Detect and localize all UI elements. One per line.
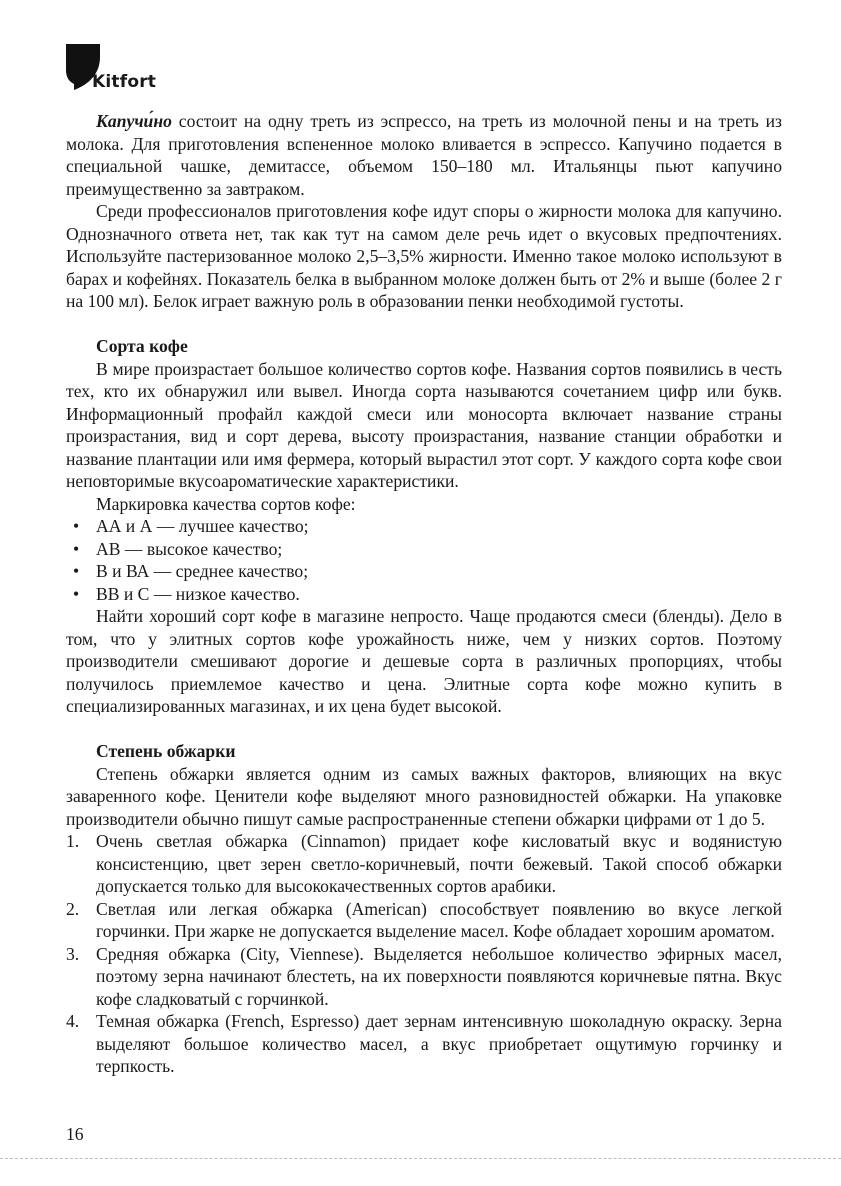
marking-label: Маркировка качества сортов кофе: <box>96 493 356 514</box>
cappuccino-term: Капучи́но <box>96 111 172 131</box>
grade-item: • АА и А — лучшее качество; <box>66 515 782 538</box>
roast-level-text: Средняя обжарка (City, Viennese). Выделяется небольшое количество эфирных масел, поэтому зерна начинают блестеть, на их поверхности появляются коричневые пятна. Вкус кофе сладковатый с горчинкой. <box>96 943 782 1009</box>
brand-name: Kitfort <box>92 72 157 92</box>
grade-item: • В и ВА — среднее качество; <box>66 560 782 583</box>
roast-level-list <box>66 830 782 1078</box>
cappuccino-paragraph-text: состоит на одну треть из эспрессо, на треть из молочной пены и на треть из молока. Для приготовления вспененное молоко вливается в эспрессо. Капучино подается в специальной чашке, демитассе, объемом 150–180 мл. Итальянцы пьют капучино преимущественно за завтраком. <box>66 111 782 199</box>
spacer <box>66 313 782 336</box>
roast-level-number: 2. <box>66 898 80 919</box>
roast-level-item <box>66 943 782 1011</box>
page-bottom-edge <box>0 1158 841 1159</box>
roast-level-text: Светлая или легкая обжарка (American) способствует появлению во вкусе легкой горчинки. При жарке не допускается выделение масел. Кофе обладает хорошим ароматом. <box>96 898 782 941</box>
grade-item: • АВ — высокое качество; <box>66 538 782 561</box>
blends-paragraph: Найти хороший сорт кофе в магазине непросто. Чаще продаются смеси (бленды). Дело в том, что у элитных сортов кофе урожайность ниже, чем у низких сортов. Поэтому производители смешивают дорогие и дешевые сорта в различных пропорциях, чтобы получилось приемлемое качество и цена. Элитные сорта кофе можно купить в специализированных магазинах, и их цена будет высокой. <box>66 606 782 716</box>
roast-paragraph: Степень обжарки является одним из самых важных факторов, влияющих на вкус заваренного кофе. Ценители кофе выделяют много разновидностей обжарки. На упаковке производители обычно пишут самые распространенные степени обжарки цифрами от 1 до 5. <box>66 763 782 829</box>
roast-level-number: 3. <box>66 943 80 964</box>
grade-item: • ВВ и С — низкое качество. <box>66 583 782 606</box>
page-number: 16 <box>66 1124 84 1144</box>
roast-level-item <box>66 830 782 898</box>
roast-level-item <box>66 898 782 943</box>
varieties-paragraph: В мире произрастает большое количество сортов кофе. Названия сортов появились в честь тех, кто их обнаружил или вывел. Иногда сорта называются сочетанием цифр или букв. Информационный профайл каждой смеси или моносорта включает название страны произрастания, вид и сорт дерева, высоту произрастания, название станции обработки и название плантации или имя фермера, который вырастил этот сорт. У каждого сорта кофе свои неповторимые вкусоароматические характеристики. <box>66 358 782 491</box>
varieties-heading: Сорта кофе <box>96 336 188 356</box>
spacer <box>66 718 782 741</box>
roast-level-number: 4. <box>66 1011 80 1031</box>
roast-level-item <box>66 1010 782 1078</box>
roast-level-number: 1. <box>66 831 80 851</box>
roast-level-text: Темная обжарка (French, Espresso) дает зернам интенсивную шоколадную окраску. Зерна выделяют большое количество масел, а вкус приобретает ощутимую горчинку и терпкость. <box>96 1011 782 1076</box>
milk-fat-paragraph: Среди профессионалов приготовления кофе идут споры о жирности молока для капучино. Однозначного ответа нет, так как тут на самом деле речь идет о вкусовых предпочтениях. Используйте пастеризованное молоко 2,5–3,5% жирности. Именно такое молоко используют в барах и кофейнях. Показатель белка в выбранном молоке должен быть от 2% и выше (более 2 г на 100 мл). Белок играет важную роль в образовании пенки необходимой густоты. <box>66 201 782 311</box>
page-body <box>66 110 782 1078</box>
roast-heading: Степень обжарки <box>96 741 236 761</box>
grade-list <box>66 515 782 605</box>
kitfort-logo <box>66 44 176 94</box>
roast-level-text: Очень светлая обжарка (Cinnamon) придает кофе кисловатый вкус и водянистую консистенцию, цвет зерен светло-коричневый, почти бежевый. Такой способ обжарки допускается только для высококачественных сортов арабики. <box>96 831 782 896</box>
cappuccino-paragraph <box>66 110 782 200</box>
